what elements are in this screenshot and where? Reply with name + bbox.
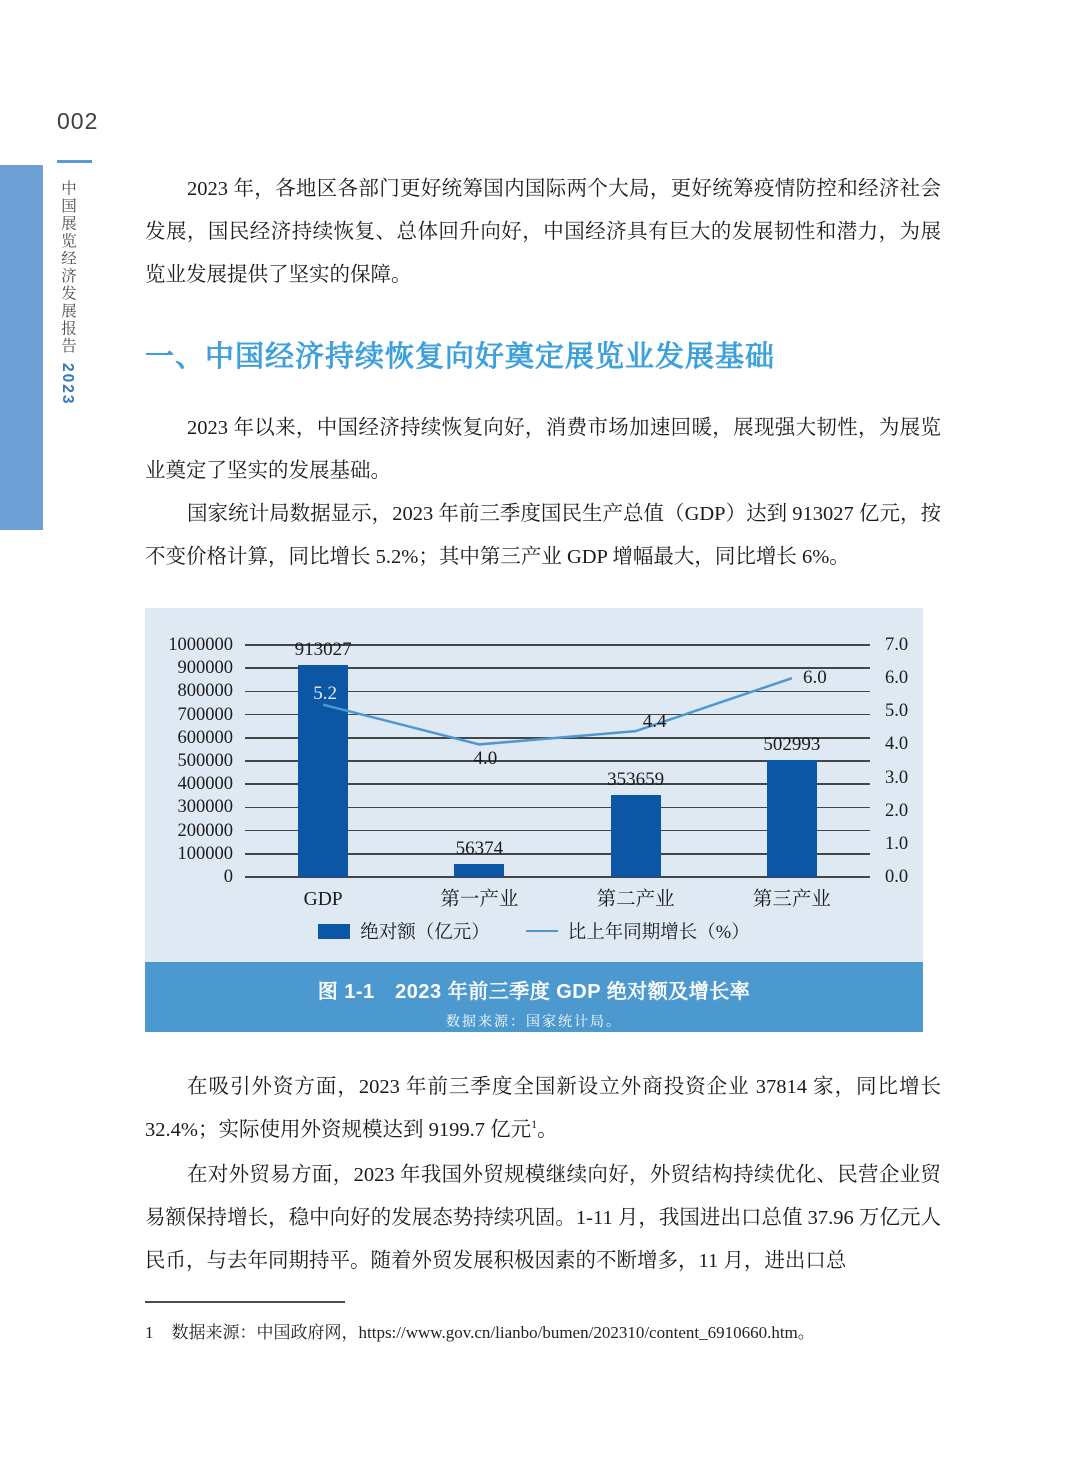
chart-legend — [145, 918, 923, 944]
legend-item-bar — [318, 918, 490, 944]
right-axis-tick-label: 2.0 — [885, 800, 909, 821]
figure-caption: 图 1-1 2023 年前三季度 GDP 绝对额及增长率 — [317, 981, 751, 1003]
category-label: 第二产业 — [596, 889, 675, 910]
left-axis-tick-label: 1000000 — [168, 635, 233, 655]
right-axis-tick-label: 6.0 — [885, 668, 909, 689]
left-axis-tick-label: 700000 — [177, 704, 233, 725]
section-heading: 一、中国经济持续恢复向好奠定展览业发展基础 — [145, 341, 776, 373]
footnote-reference: 1 — [531, 1117, 538, 1132]
paragraph-foreign-trade: 在对外贸易方面，2023 年我国外贸规模继续向好，外贸结构持续优化、民营企业贸易额保持增长，稳中向好的发展态势持续巩固。1-11 月，我国进出口总值 37.96 万亿元人民币，与去年同期持平。随着外贸发展积极因素的不断增多，11 月，进出口总 — [145, 1164, 941, 1272]
figure-1-1 — [145, 608, 923, 1032]
bar-value-label: 913027 — [294, 639, 352, 661]
sidebar-title-text: 中国展览经济发展报告 — [59, 180, 76, 355]
legend-line-label: 比上年同期增长（%） — [567, 923, 750, 943]
paragraph-foreign-investment — [145, 1066, 941, 1152]
paragraph-gdp-stats: 国家统计局数据显示，2023 年前三季度国民生产总值（GDP）达到 913027 亿元，按不变价格计算，同比增长 5.2%；其中第三产业 GDP 增幅最大，同比增长 6%。 — [145, 503, 941, 568]
line-value-label: 5.2 — [313, 682, 337, 704]
category-label: GDP — [303, 889, 343, 910]
bar-value-label: 353659 — [607, 768, 665, 790]
figure-caption-band — [145, 962, 923, 1032]
line-value-label: 4.0 — [473, 748, 498, 770]
sidebar-year-text: 2023 — [59, 363, 76, 406]
paragraph-foreign-investment-tail: 。 — [537, 1119, 558, 1141]
bar-series-swatch — [318, 924, 350, 939]
left-axis-tick-label: 0 — [223, 867, 233, 887]
right-axis-tick-label: 5.0 — [885, 701, 909, 722]
gdp-chart — [145, 608, 923, 962]
bar-value-label: 502993 — [763, 734, 821, 756]
page-number-rule — [57, 160, 92, 163]
sidebar-vertical-title — [56, 180, 78, 405]
legend-item-line — [526, 918, 750, 944]
right-axis-tick-label: 0.0 — [885, 867, 909, 887]
right-axis-tick-label: 3.0 — [885, 767, 909, 788]
bar-value-label: 56374 — [455, 837, 504, 859]
chart-plot-area — [145, 608, 923, 962]
left-axis-tick-label: 600000 — [177, 727, 233, 748]
line-value-label: 4.4 — [642, 711, 667, 733]
footnote-divider — [145, 1301, 345, 1303]
paragraph-recovery: 2023 年以来，中国经济持续恢复向好，消费市场加速回暖，展现强大韧性，为展览业奠定了坚实的发展基础。 — [145, 417, 941, 482]
growth-line-series — [145, 608, 923, 962]
line-value-label: 6.0 — [803, 667, 827, 689]
left-axis-tick-label: 400000 — [177, 774, 233, 795]
left-axis-tick-label: 200000 — [177, 820, 233, 841]
line-series-swatch — [526, 930, 558, 932]
footnote-text: 数据来源：中国政府网，https://www.gov.cn/lianbo/bumen/202310/content_6910660.htm。 — [171, 1323, 815, 1342]
paragraph-foreign-investment-text: 在吸引外资方面，2023 年前三季度全国新设立外商投资企业 37814 家，同比增长 32.4%；实际使用外资规模达到 9199.7 亿元 — [145, 1076, 941, 1141]
left-axis-tick-label: 800000 — [177, 681, 233, 702]
legend-bar-label: 绝对额（亿元） — [360, 923, 490, 943]
left-axis-tick-label: 100000 — [177, 843, 233, 864]
footnote-marker: 1 — [145, 1323, 154, 1342]
right-axis-tick-label: 4.0 — [885, 734, 909, 755]
left-axis-tick-label: 300000 — [177, 797, 233, 818]
left-axis-tick-label: 900000 — [177, 658, 233, 679]
figure-source: 数据来源：国家统计局。 — [446, 1015, 622, 1030]
right-axis-tick-label: 7.0 — [885, 635, 909, 655]
left-axis-tick-label: 500000 — [177, 751, 233, 771]
paragraph-intro: 2023 年，各地区各部门更好统筹国内国际两个大局，更好统筹疫情防控和经济社会发展，国民经济持续恢复、总体回升向好，中国经济具有巨大的发展韧性和潜力，为展览业发展提供了坚实的保障。 — [145, 178, 941, 286]
page-number: 002 — [57, 108, 99, 134]
right-axis-tick-label: 1.0 — [885, 833, 909, 854]
footnote — [145, 1318, 941, 1343]
category-label: 第三产业 — [752, 889, 831, 910]
category-label: 第一产业 — [440, 889, 519, 910]
sidebar-accent-bar — [0, 165, 43, 530]
